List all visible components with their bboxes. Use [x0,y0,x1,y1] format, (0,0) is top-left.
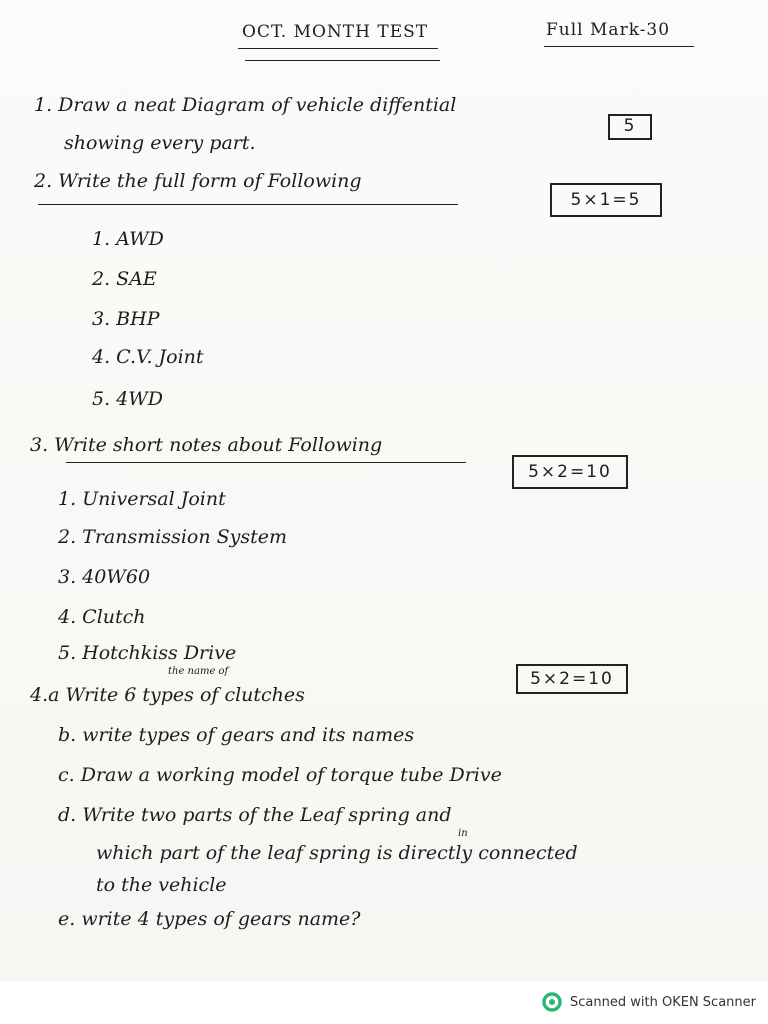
q4e-text: e. write 4 types of gears name? [58,908,361,930]
scanner-brand [542,992,756,1012]
q2-item: 1. AWD [92,228,164,250]
q4d-line3: to the vehicle [96,874,227,896]
q4b-text: b. write types of gears and its names [58,724,415,746]
q1-line1: 1. Draw a neat Diagram of vehicle diffential [34,94,457,116]
q1-marks-box: 5 [608,114,652,140]
full-mark-underline [544,46,694,47]
q3-item: 1. Universal Joint [58,488,226,510]
scanner-text: Scanned with OKEN Scanner [570,994,756,1010]
q2-underline [38,204,458,205]
q4a-insert: the name of [168,666,229,677]
q4d-line2: which part of the leaf spring is directly connected [96,842,578,864]
q3-underline [66,462,466,463]
q3-item: 5. Hotchkiss Drive [58,642,237,664]
title-underline [238,48,438,49]
q4c-text: c. Draw a working model of torque tube Drive [58,764,502,786]
title-underline-2 [245,60,440,61]
q2-item: 2. SAE [92,268,157,290]
q2-heading: 2. Write the full form of Following [34,170,362,192]
q3-item: 2. Transmission System [58,526,288,548]
q3-item: 4. Clutch [58,606,146,628]
q4d-line1: d. Write two parts of the Leaf spring and [58,804,452,826]
q2-marks-box: 5×1=5 [550,183,662,217]
q4-marks-box: 5×2=10 [516,664,628,694]
q2-item: 4. C.V. Joint [92,346,204,368]
test-title: OCT. MONTH TEST [242,22,429,42]
q2-item: 5. 4WD [92,388,164,410]
oken-logo-icon [542,992,562,1012]
q3-item: 3. 40W60 [58,566,151,588]
q4d-insert: in [458,828,468,839]
q3-heading: 3. Write short notes about Following [30,434,383,456]
q4a-text: 4.a Write 6 types of clutches [30,684,305,706]
q2-item: 3. BHP [92,308,160,330]
scanner-footer [0,982,768,1024]
q1-line2: showing every part. [64,132,256,154]
full-mark: Full Mark-30 [546,20,671,40]
q3-marks-box: 5×2=10 [512,455,628,489]
